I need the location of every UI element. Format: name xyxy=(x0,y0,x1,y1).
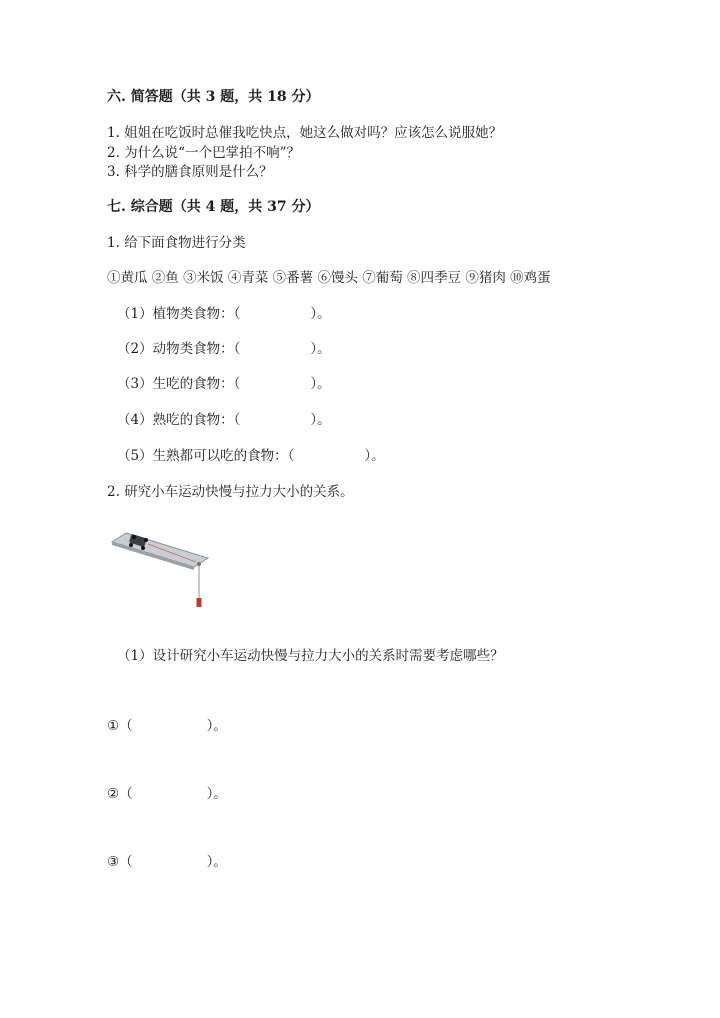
cart-wheel xyxy=(144,538,148,542)
factor-2: ②（ ）。 xyxy=(107,786,227,802)
food-list: ①黄瓜 ②鱼 ③米饭 ④青菜 ⑤番薯 ⑥馒头 ⑦葡萄 ⑧四季豆 ⑨猪肉 ⑩鸡蛋 xyxy=(107,270,551,286)
q1-title: 1. 给下面食物进行分类 xyxy=(107,235,246,251)
q2-sub1: （1）设计研究小车运动快慢与拉力大小的关系时需要考虑哪些？ xyxy=(117,648,504,664)
factor-3: ③（ ）。 xyxy=(107,854,227,870)
track-board xyxy=(112,533,208,567)
classification-item-2: （2）动物类食物：（ ）。 xyxy=(117,341,331,357)
cart-experiment-diagram xyxy=(110,530,215,615)
question-2: 2. 为什么说“一个巴掌拍不响”？ xyxy=(107,145,300,161)
q2-title: 2. 研究小车运动快慢与拉力大小的关系。 xyxy=(107,484,354,500)
classification-item-4: （4）熟吃的食物：（ ）。 xyxy=(117,412,331,428)
hanging-weight xyxy=(197,598,202,607)
question-3: 3. 科学的膳食原则是什么？ xyxy=(107,164,273,180)
cart-wheel xyxy=(129,543,133,547)
question-1: 1. 姐姐在吃饭时总催我吃快点，她这么做对吗？应该怎么说服她？ xyxy=(107,125,503,141)
cart-wheel xyxy=(132,535,136,539)
section7-heading: 七. 综合题（共 4 题，共 37 分） xyxy=(107,199,320,215)
section6-heading: 六. 简答题（共 3 题，共 18 分） xyxy=(107,89,320,105)
classification-item-3: （3）生吃的食物：（ ）。 xyxy=(117,376,331,392)
cart-wheel xyxy=(141,546,145,550)
classification-item-5: （5）生熟都可以吃的食物：（ ）。 xyxy=(117,448,385,464)
factor-1: ①（ ）。 xyxy=(107,718,227,734)
classification-item-1: （1）植物类食物：（ ）。 xyxy=(117,306,331,322)
